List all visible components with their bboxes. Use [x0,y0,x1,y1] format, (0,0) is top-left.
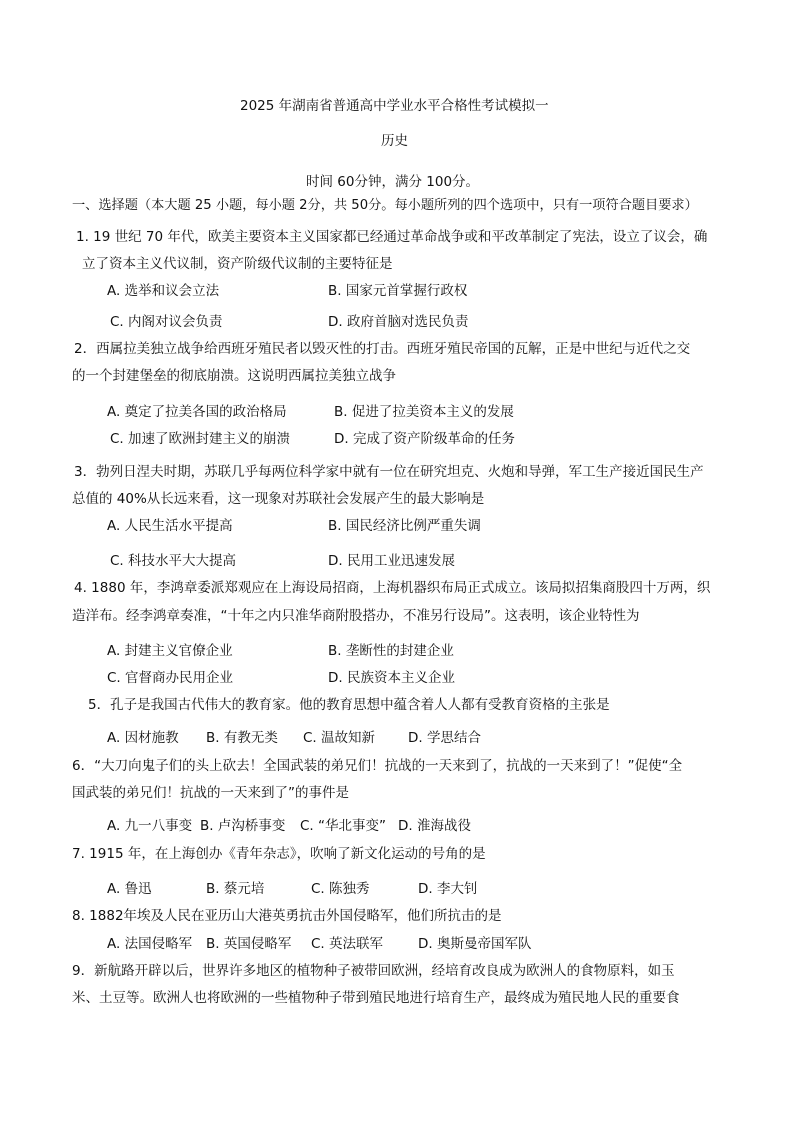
question-6-stem-line-2: 国武装的弟兄们！抗战的一天来到了”的事件是 [72,785,349,801]
question-6-option-a[interactable]: A. 九一八事变 [107,818,193,834]
question-5-option-c[interactable]: C. 温故知新 [303,730,376,746]
question-1-stem-line-2: 立了资本主义代议制，资产阶级代议制的主要特征是 [82,256,393,272]
question-6-option-d[interactable]: D. 淮海战役 [398,818,471,834]
question-8-option-b[interactable]: B. 英国侵略军 [206,936,292,952]
question-4-option-c[interactable]: C. 官督商办民用企业 [107,670,234,686]
question-8-stem: 8. 1882年埃及人民在亚历山大港英勇抗击外国侵略军，他们所抗击的是 [72,908,502,924]
question-3-option-c[interactable]: C. 科技水平大大提高 [110,553,237,569]
question-6-stem-line-1: 6．“大刀向鬼子们的头上砍去！全国武装的弟兄们！抗战的一天来到了，抗战的一天来到了！”促使“全 [72,758,683,774]
question-9-stem-line-1: 9．新航路开辟以后，世界许多地区的植物种子被带回欧洲，经培育改良成为欧洲人的食物原料，如玉 [72,963,675,979]
question-3-stem-line-2: 总值的 40%从长远来看，这一现象对苏联社会发展产生的最大影响是 [72,491,485,507]
question-2-option-b[interactable]: B. 促进了拉美资本主义的发展 [334,404,514,420]
question-7-option-a[interactable]: A. 鲁迅 [107,881,152,897]
exam-title: 2025 年湖南省普通高中学业水平合格性考试模拟一 [240,98,549,114]
time-info: 时间 60分钟，满分 100分。 [306,174,480,190]
question-7-option-d[interactable]: D. 李大钊 [418,881,478,897]
question-9-stem-line-2: 米、土豆等。欧洲人也将欧洲的一些植物种子带到殖民地进行培育生产，最终成为殖民地人民的重要食 [72,990,680,1006]
question-4-option-b[interactable]: B. 垄断性的封建企业 [328,643,454,659]
question-3-option-d[interactable]: D. 民用工业迅速发展 [328,553,455,569]
question-5-stem: 5．孔子是我国古代伟大的教育家。他的教育思想中蕴含着人人都有受教育资格的主张是 [88,697,610,713]
question-4-option-d[interactable]: D. 民族资本主义企业 [328,670,455,686]
question-8-option-a[interactable]: A. 法国侵略军 [107,936,193,952]
question-7-option-c[interactable]: C. 陈独秀 [311,881,370,897]
question-8-option-c[interactable]: C. 英法联军 [311,936,384,952]
question-7-option-b[interactable]: B. 蔡元培 [206,881,265,897]
question-8-option-d[interactable]: D. 奥斯曼帝国军队 [418,936,532,952]
question-1-option-d[interactable]: D. 政府首脑对选民负责 [328,314,469,330]
question-3-option-b[interactable]: B. 国民经济比例严重失调 [328,518,481,534]
question-3-stem-line-1: 3．勃列日涅夫时期，苏联几乎每两位科学家中就有一位在研究坦克、火炮和导弹，军工生产接近国民生产 [74,464,704,480]
question-5-option-b[interactable]: B. 有教无类 [206,730,278,746]
question-4-option-a[interactable]: A. 封建主义官僚企业 [107,643,233,659]
question-2-option-c[interactable]: C. 加速了欧洲封建主义的崩溃 [110,431,291,447]
question-3-option-a[interactable]: A. 人民生活水平提高 [107,518,233,534]
question-2-stem-line-1: 2．西属拉美独立战争给西班牙殖民者以毁灭性的打击。西班牙殖民帝国的瓦解，正是中世纪与近代之交 [74,341,691,357]
question-2-stem-line-2: 的一个封建堡垒的彻底崩溃。这说明西属拉美独立战争 [72,368,396,384]
question-6-option-b[interactable]: B. 卢沟桥事变 [200,818,286,834]
question-7-stem: 7. 1915 年，在上海创办《青年杂志》，吹响了新文化运动的号角的是 [72,846,486,862]
subject-title: 历史 [381,133,408,149]
question-2-option-a[interactable]: A. 奠定了拉美各国的政治格局 [107,404,287,420]
section-heading: 一、选择题（本大题 25 小题，每小题 2分，共 50分。每小题所列的四个选项中，只有一项符合题目要求） [72,198,698,213]
question-1-option-a[interactable]: A. 选举和议会立法 [107,283,220,299]
question-5-option-a[interactable]: A. 因材施教 [107,730,179,746]
question-4-stem-line-2: 造洋布。经李鸿章奏准，“十年之内只准华商附股搭办，不准另行设局”。这表明，该企业特性为 [72,608,640,624]
question-1-option-c[interactable]: C. 内阁对议会负责 [110,314,223,330]
question-1-option-b[interactable]: B. 国家元首掌握行政权 [328,283,468,299]
question-2-option-d[interactable]: D. 完成了资产阶级革命的任务 [334,431,515,447]
question-5-option-d[interactable]: D. 学思结合 [408,730,481,746]
question-4-stem-line-1: 4. 1880 年，李鸿章委派郑观应在上海设局招商，上海机器织布局正式成立。该局拟招集商股四十万两，织 [74,580,711,596]
question-1-stem-line-1: 1. 19 世纪 70 年代，欧美主要资本主义国家都已经通过革命战争或和平改革制定了宪法，设立了议会，确 [76,229,708,245]
question-6-option-c[interactable]: C. “华北事变” [300,818,386,834]
